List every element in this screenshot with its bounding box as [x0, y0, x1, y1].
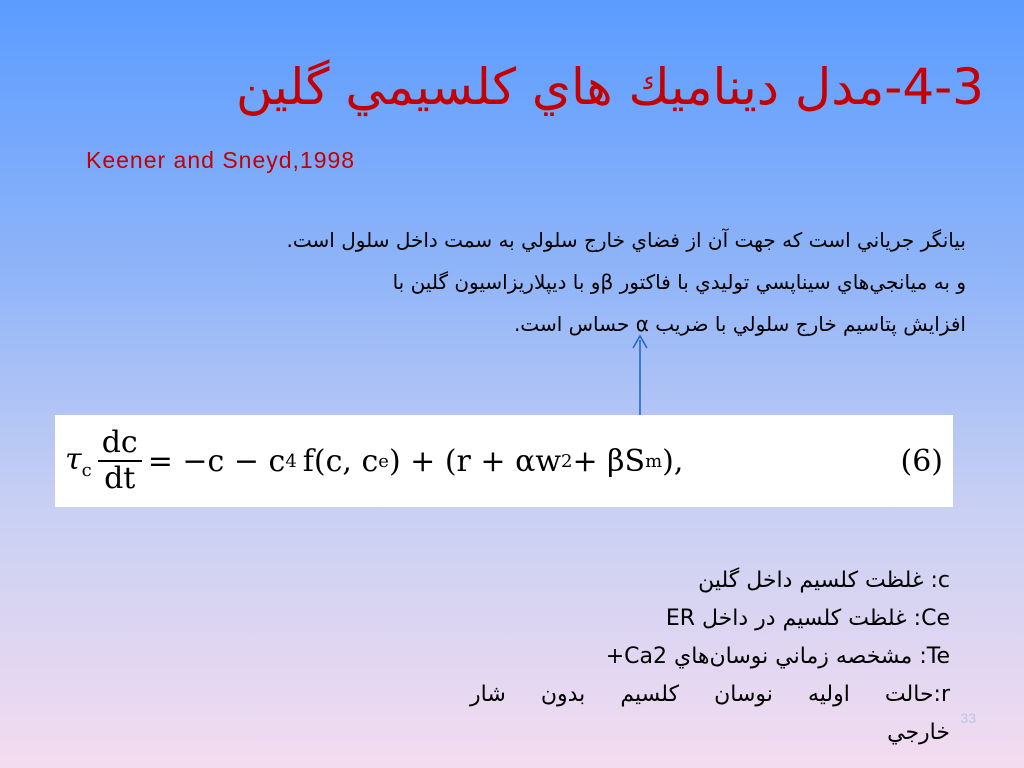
eq-w-sub: 2 — [561, 450, 573, 472]
definition-item: Ce: غلظت كلسيم در داخل ER — [665, 606, 950, 631]
definition-item: c: غلظت كلسيم داخل گلين — [698, 568, 950, 593]
eq-tau: τ — [65, 441, 82, 477]
paragraph-line-3: افزايش پتاسيم خارج سلولي با ضريب α حساس است. — [513, 312, 966, 336]
equation — [65, 415, 683, 507]
eq-denominator: dt — [104, 461, 136, 496]
eq-c4-sub: 4 — [285, 450, 297, 472]
eq-rhs-2: f(c, c — [302, 443, 379, 479]
definition-item: خارجي — [887, 720, 950, 745]
equation-box — [55, 415, 953, 507]
eq-s-sub: m — [645, 450, 663, 472]
page-number: 33 — [960, 710, 976, 726]
definitions-list — [470, 562, 950, 752]
paragraph-line-2: و به ميانجي‌هاي سيناپسي توليدي با فاكتور βو با ديپلاريزاسيون گلين با — [392, 270, 966, 294]
eq-rhs-5: ), — [662, 443, 684, 479]
eq-fraction — [98, 426, 142, 496]
description-paragraph — [50, 219, 966, 345]
eq-rhs-1: = −c − c — [147, 443, 286, 479]
citation: Keener and Sneyd,1998 — [86, 147, 356, 173]
eq-rhs-4: + βS — [572, 443, 646, 479]
definition-item: Te: مشخصه زماني نوسان‌هاي Ca2+ — [605, 644, 950, 669]
equation-number: (6) — [900, 443, 943, 479]
eq-numerator: dc — [98, 426, 142, 462]
eq-ce-sub: e — [378, 450, 389, 472]
eq-rhs-3: ) + (r + αw — [388, 443, 562, 479]
definition-item: r:حالت اوليه نوسان كلسيم بدون شار — [470, 682, 950, 707]
paragraph-line-1: بيانگر جرياني است كه جهت آن از فضاي خارج سلولي به سمت داخل سلول است. — [286, 228, 966, 252]
slide-title: 4-3-مدل ديناميك هاي كلسيمي گلين — [235, 58, 984, 116]
eq-tau-sub: c — [81, 459, 92, 481]
